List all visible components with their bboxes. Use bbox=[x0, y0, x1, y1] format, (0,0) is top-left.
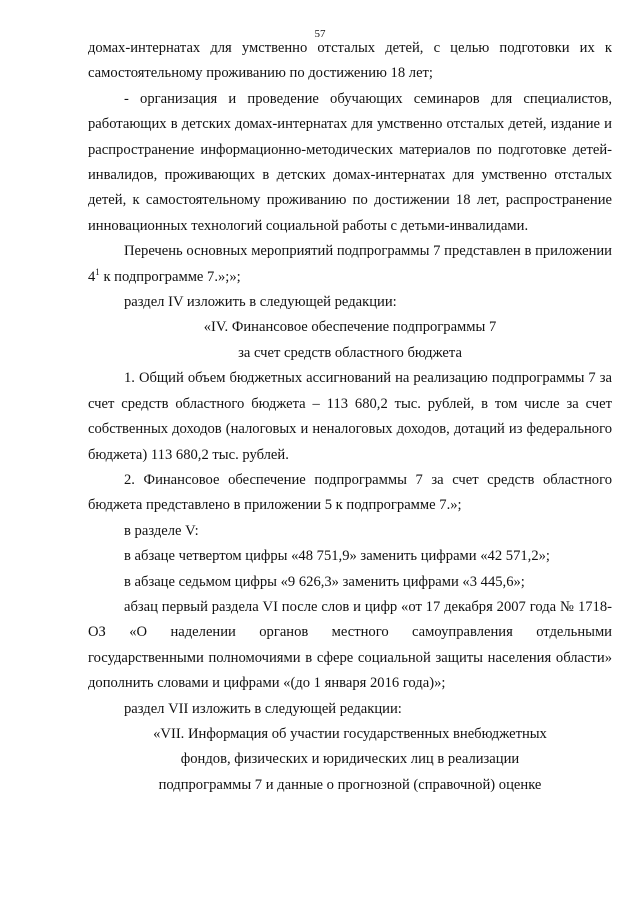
paragraph-2: - организация и проведение обучающих семинаров для специалистов, работающих в детских домах-интернатах для умственно отсталых детей, издание и распространение информационно-методических материалов по подготовке детей-инвалидов, проживающих в детских домах-интернатах для умственно отсталых детей, к самостоятельному проживанию по достижении 18 лет, распространение инновационных технологий социальной работы с детьми-инвалидами. bbox=[88, 90, 612, 234]
page-number: 57 bbox=[314, 28, 326, 40]
paragraph-11: раздел VII изложить в следующей редакции: bbox=[124, 700, 402, 717]
section-heading-vii-line-1: «VII. Информация об участии государственных внебюджетных bbox=[153, 725, 547, 742]
paragraph-3-text: Перечень основных мероприятий подпрограммы 7 представлен в приложении 4 bbox=[88, 243, 612, 285]
paragraph-4: раздел IV изложить в следующей редакции: bbox=[124, 294, 397, 311]
paragraph-7: в разделе V: bbox=[124, 522, 199, 539]
section-heading-iv-line-1: «IV. Финансовое обеспечение подпрограммы 7 bbox=[203, 319, 497, 336]
superscript: 1 bbox=[95, 266, 100, 277]
paragraph-3 bbox=[88, 239, 612, 290]
paragraph-9: в абзаце седьмом цифры «9 626,3» заменить цифрами «3 445,6»; bbox=[124, 573, 525, 590]
paragraph-10: абзац первый раздела VI после слов и цифр «от 17 декабря 2007 года № 1718-ОЗ «О наделении органов местного самоуправления отдельными государственными полномочиями в сфере социальной защиты населения области» дополнить словами и цифрами «(до 1 января 2016 года)»; bbox=[88, 598, 612, 692]
section-heading-vii-line-2: фондов, физических и юридических лиц в реализации bbox=[180, 751, 520, 768]
paragraph-6: 2. Финансовое обеспечение подпрограммы 7 за счет средств областного бюджета представлено в приложении 5 к подпрограмме 7.»; bbox=[88, 471, 612, 514]
paragraph-3-text-end: к подпрограмме 7.»;»; bbox=[99, 268, 241, 285]
section-heading-iv-line-2: за счет средств областного бюджета bbox=[238, 344, 462, 361]
paragraph-5: 1. Общий объем бюджетных ассигнований на реализацию подпрограммы 7 за счет средств областного бюджета – 113 680,2 тыс. рублей, в том числе за счет собственных доходов (налоговых и неналоговых доходов, дотаций из федерального бюджета) 113 680,2 тыс. рублей. bbox=[88, 370, 612, 463]
document-body bbox=[88, 36, 612, 798]
paragraph-8: в абзаце четвертом цифры «48 751,9» заменить цифрами «42 571,2»; bbox=[124, 548, 550, 565]
section-heading-vii-line-3: подпрограммы 7 и данные о прогнозной (справочной) оценке bbox=[158, 776, 542, 793]
paragraph-1: домах-интернатах для умственно отсталых детей, с целью подготовки их к самостоятельному проживанию по достижению 18 лет; bbox=[88, 40, 612, 82]
